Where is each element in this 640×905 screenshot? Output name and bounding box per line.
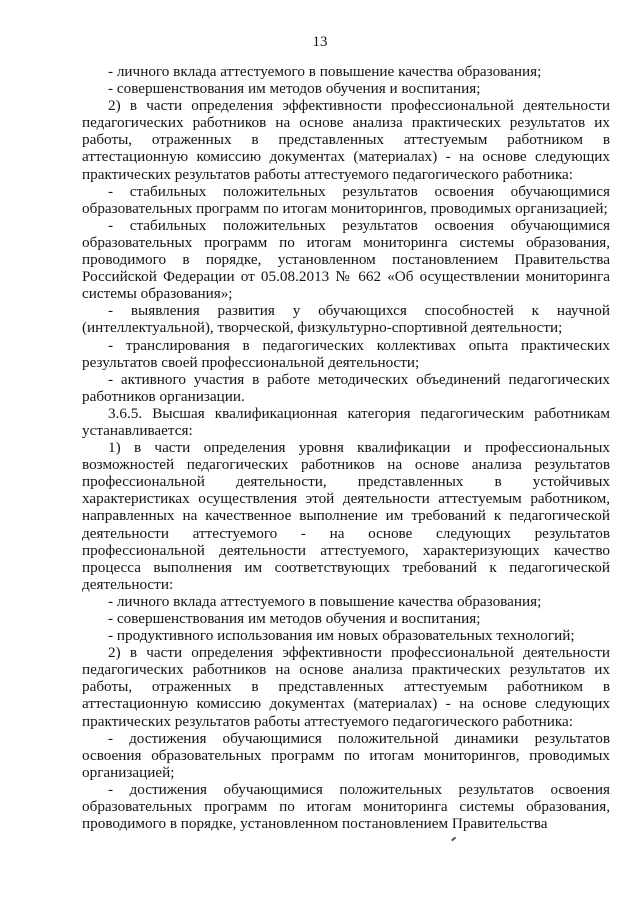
section-heading-3-6-5: 3.6.5. Высшая квалификационная категория педагогическим работникам устанавливается: [82, 404, 610, 439]
paragraph-list-item: - транслирования в педагогических коллективах опыта практических результатов своей профессиональной деятельности; [82, 336, 610, 371]
paragraph-list-item: - достижения обучающимися положительной динамики результатов освоения образовательных программ по итогам мониторингов, проводимых организацией; [82, 729, 610, 781]
paragraph-list-item: - активного участия в работе методических объединений педагогических работников организации. [82, 370, 610, 405]
paragraph-list-item: - совершенствования им методов обучения и воспитания; [108, 80, 481, 98]
scan-mark [451, 837, 456, 841]
paragraph-list-item: - стабильных положительных результатов освоения обучающимися образовательных программ по итогам мониторингов, проводимых организацией; [82, 182, 610, 217]
page-number: 13 [312, 34, 328, 50]
paragraph-list-item: - стабильных положительных результатов освоения обучающимися образовательных программ по итогам мониторинга системы образования, проводимого в порядке, установленном постановлением Правительства Российской Федерации от 05.08.2013 № 662 «Об осуществлении мониторинга системы образования»; [82, 216, 610, 303]
paragraph-list-item: - совершенствования им методов обучения и воспитания; [108, 610, 481, 627]
paragraph-numbered: 1) в части определения уровня квалификации и профессиональных возможностей педагогических работников на основе анализа результатов профессиональной деятельности, представленных в устойчивых характеристиках осуществления этой деятельности аттестуемым работником, направленных на качественное выполнение им требований к педагогической деятельности аттестуемого - на основе следующих результатов профессиональной деятельности аттестуемого, характеризующих качество процесса выполнения им соответствующих требований к педагогической деятельности: [82, 439, 610, 593]
paragraph-list-item: - продуктивного использования им новых образовательных технологий; [108, 627, 575, 645]
paragraph-numbered: 2) в части определения эффективности профессиональной деятельности педагогических работников на основе анализа практических результатов их работы, отраженных в представленных аттестуемым работником в аттестационную комиссию документах (материалах) - на основе следующих практических результатов работы аттестуемого педагогического работника: [82, 644, 610, 730]
paragraph-list-item: - достижения обучающимися положительных результатов освоения образовательных программ по итогам мониторинга системы образования, проводимого в порядке, установленном постановлением Правительства [82, 780, 610, 833]
paragraph-list-item: - личного вклада аттестуемого в повышение качества образования; [108, 63, 542, 80]
paragraph-list-item: - выявления развития у обучающихся способностей к научной (интеллектуальной), творческой, физкультурно-спортивной деятельности; [82, 302, 610, 337]
body-text [82, 63, 610, 832]
paragraph-numbered: 2) в части определения эффективности профессиональной деятельности педагогических работников на основе анализа практических результатов их работы, отраженных в представленных аттестуемым работником в аттестационную комиссию документах (материалах) - на основе следующих практических результатов работы аттестуемого педагогического работника: [82, 97, 610, 183]
paragraph-list-item: - личного вклада аттестуемого в повышение качества образования; [108, 592, 542, 610]
